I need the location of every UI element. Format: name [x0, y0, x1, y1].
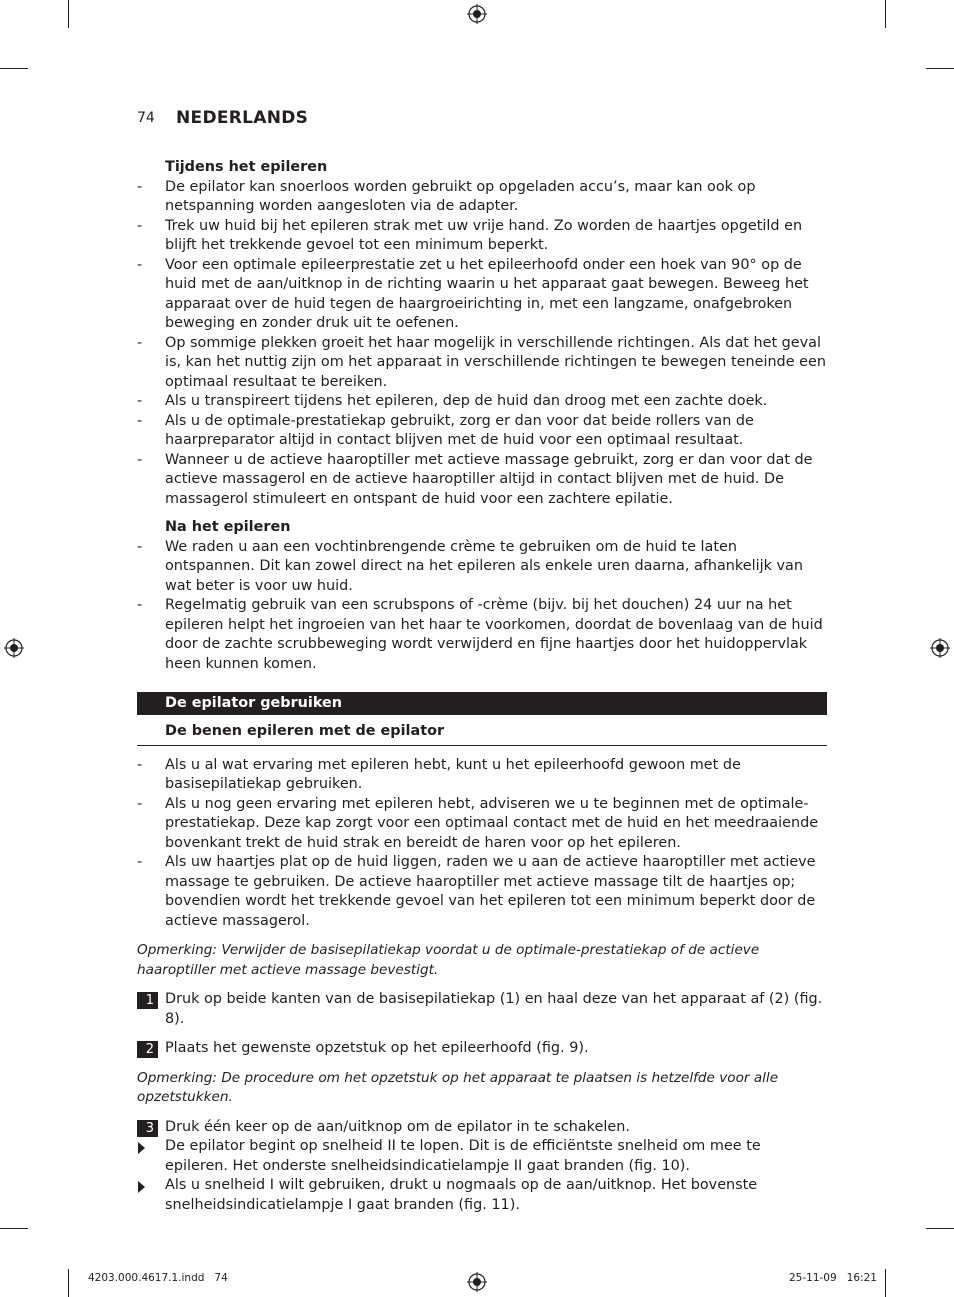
list-item: - Voor een optimale epileerprestatie zet u het epileerhoofd onder een hoek van 90° op de huid met de aan/uitknop in de richting waarin u het apparaat gaat bewegen. Beweeg het apparaat over de huid tegen de haargroeirichting in, met een langzame, onafgebroken beweging en zonder druk uit te oefenen.	[137, 256, 827, 334]
result-text: De epilator begint op snelheid II te lopen. Dit is de efficiëntste snelheid om mee te epileren. Het onderste snelheidsindicatielampje II gaat branden (fig. 10).	[165, 1138, 761, 1174]
result-item	[137, 1137, 827, 1176]
step-text: Plaats het gewenste opzetstuk op het epileerhoofd (fig. 9).	[165, 1040, 589, 1056]
list-item: - Trek uw huid bij het epileren strak met uw vrije hand. Zo worden de haartjes opgetild en blijft het trekkende gevoel tot een minimum beperkt.	[137, 217, 827, 256]
list-item: - Als u nog geen ervaring met epileren hebt, adviseren we u te beginnen met de optimale-prestatiekap. Deze kap zorgt voor een optimaal contact met de huid en het meedraaiende bovenkant trekt de huid strak en bereidt de haren voor op het epileren.	[137, 795, 827, 854]
step	[137, 1039, 827, 1059]
registration-mark-icon	[930, 638, 950, 658]
step	[137, 990, 827, 1029]
crop-mark	[0, 68, 28, 69]
step-number: 3	[137, 1120, 158, 1137]
list-item: - Als u de optimale-prestatiekap gebruikt, zorg er dan voor dat beide rollers van de haarpreparator altijd in contact blijven met de huid voor een optimaal resultaat.	[137, 412, 827, 451]
crop-mark	[885, 0, 886, 28]
subsection-heading: De benen epileren met de epilator	[137, 722, 827, 746]
registration-mark-icon	[467, 4, 487, 24]
list-item: - Als u transpireert tijdens het epileren, dep de huid dan droog met een zachte doek.	[137, 392, 827, 412]
after-heading: Na het epileren	[165, 519, 291, 535]
triangle-bullet-icon	[138, 1181, 145, 1193]
footer-datetime: 25-11-09 16:21	[789, 1272, 877, 1284]
step-number: 1	[137, 992, 158, 1009]
step-text: Druk één keer op de aan/uitknop om de epilator in te schakelen.	[165, 1118, 630, 1135]
step-text: Druk op beide kanten van de basisepilatiekap (1) en haal deze van het apparaat af (2) (fig. 8).	[165, 991, 823, 1027]
crop-mark	[68, 1269, 69, 1297]
during-heading: Tijdens het epileren	[165, 159, 328, 175]
list-item: - We raden u aan een vochtinbrengende crème te gebruiken om de huid te laten ontspannen. Dit kan zowel direct na het epileren als enkele uren daarna, afhankelijk van wat beter is voor uw huid.	[137, 538, 827, 597]
page-content	[137, 158, 827, 1215]
list-item: - De epilator kan snoerloos worden gebruikt op opgeladen accu’s, maar kan ook op netspanning worden aangesloten via de adapter.	[137, 178, 827, 217]
list-item: - Als u al wat ervaring met epileren hebt, kunt u het epileerhoofd gewoon met de basisepilatiekap gebruiken.	[137, 756, 827, 795]
list-item: - Regelmatig gebruik van een scrubspons of -crème (bijv. bij het douchen) 24 uur na het epileren helpt het ingroeien van het haar te voorkomen, doordat de bovenlaag van de huid door de zachte scrubbeweging wordt verwijderd en fijne haartjes door het huidoppervlak heen kunnen komen.	[137, 596, 827, 674]
step	[137, 1118, 827, 1138]
section-heading: De epilator gebruiken	[137, 692, 827, 715]
note: Opmerking: Verwijder de basisepilatiekap voordat u de optimale-prestatiekap of de actieve haaroptiller met actieve massage bevestigt.	[137, 942, 760, 978]
after-list	[137, 538, 827, 675]
crop-mark	[68, 0, 69, 28]
list-item: - Als uw haartjes plat op de huid liggen, raden we u aan de actieve haaroptiller met actieve massage te gebruiken. De actieve haaroptiller met actieve massage tilt de haartjes op; bovendien wordt het trekkende gevoel van het epileren tot een minimum beperkt door de actieve massagerol.	[137, 853, 827, 931]
result-item	[137, 1176, 827, 1215]
list-item: - Op sommige plekken groeit het haar mogelijk in verschillende richtingen. Als dat het geval is, kan het nuttig zijn om het apparaat in verschillende richtingen te bewegen teneinde een optimaal resultaat te bereiken.	[137, 334, 827, 393]
crop-mark	[926, 68, 954, 69]
list-item: - Wanneer u de actieve haaroptiller met actieve massage gebruikt, zorg er dan voor dat de actieve massagerol en de actieve haaroptiller altijd in contact blijven met de huid. De massagerol stimuleert en ontspant de huid voor een zachtere epilatie.	[137, 451, 827, 510]
triangle-bullet-icon	[138, 1142, 145, 1154]
registration-mark-icon	[4, 638, 24, 658]
crop-mark	[885, 1269, 886, 1297]
crop-mark	[926, 1228, 954, 1229]
footer-file: 4203.000.4617.1.indd 74	[88, 1272, 228, 1284]
usage-list	[137, 756, 827, 932]
crop-mark	[0, 1228, 28, 1229]
note: Opmerking: De procedure om het opzetstuk op het apparaat te plaatsen is hetzelfde voor alle opzetstukken.	[137, 1069, 779, 1105]
language-heading: NEDERLANDS	[176, 108, 309, 128]
step-number: 2	[137, 1041, 158, 1058]
during-list	[137, 178, 827, 510]
registration-mark-icon	[467, 1272, 487, 1292]
page-number: 74	[137, 110, 155, 126]
result-text: Als u snelheid I wilt gebruiken, drukt u nogmaals op de aan/uitknop. Het bovenste snelheidsindicatielampje I gaat branden (fig. 11).	[165, 1177, 758, 1213]
